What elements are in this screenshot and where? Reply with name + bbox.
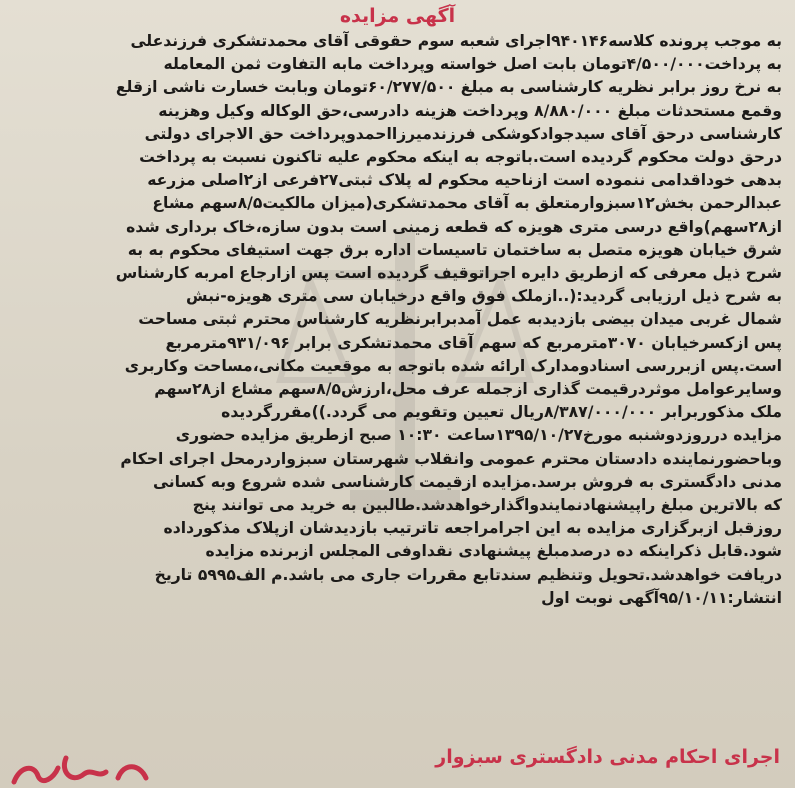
notice-line: است.پس ازبررسی اسنادومدارک ارائه شده باتوجه به موقعیت مکانی،مساحت وکاربری (124, 356, 782, 375)
notice-line: شود.قابل ذکراینکه ده درصدمبلغ پیشنهادی نقداوفی المجلس ازبرنده مزایده (205, 542, 782, 561)
notice-line: وقمع مستحدثات مبلغ ۸/۸۸۰/۰۰۰ وپرداخت هزینه دادرسی،حق الوکاله وکیل وهزینه (158, 101, 782, 120)
notice-line: شمال غربی میدان بیضی بازدیدبه عمل آمدبرابرنظریه کارشناس محترم ثبتی مساحت (138, 310, 782, 329)
notice-body (40, 30, 782, 610)
notice-line: درحق دولت محکوم گردیده است.باتوجه به اینکه محکوم علیه تاکنون نسبت به پرداخت (139, 148, 782, 167)
notice-line: شرح ذیل معرفی که ازطریق دایره اجراتوقیف گردیده است پس ازارجاع امربه کارشناس (115, 264, 782, 283)
notice-line: بدهی خوداقدامی ننموده است ازناحیه محکوم له پلاک ثبتی۲۷فرعی از۲اصلی مزرعه (147, 171, 782, 190)
notice-line: انتشار:۹۵/۱۰/۱۱آگهی نوبت اول (541, 588, 782, 607)
notice-line: عبدالرحمن بخش۱۲سبزوارمتعلق به آقای محمدتشکری(میزان مالکیت۸/۵سهم مشاع (152, 194, 782, 213)
red-scribble-icon (0, 748, 160, 788)
notice-title: آگهی مزایده (339, 5, 456, 27)
notice-line: وباحضورنماینده دادستان محترم عمومی وانقلاب شهرستان سبزواردرمحل اجرای احکام (120, 449, 782, 468)
notice-signature: اجرای احکام مدنی دادگستری سبزوار (435, 746, 780, 768)
notice-line: که بالاترین مبلغ راپیشنهادنمایندواگذارخواهدشد.طالبین به خرید می توانند پنج (192, 496, 782, 515)
notice-line: پس ازکسرخیابان ۳۰۷۰مترمربع که سهم آقای محمدتشکری برابر ۹۳۱/۰۹۶مترمربع (165, 333, 782, 352)
notice-line: به شرح ذیل ارزیابی گردید:(..ازملک فوق واقع درخیابان سی متری هویزه-نبش (186, 287, 782, 306)
notice-line: از۲۸سهم)واقع درسی متری هویزه که قطعه زمینی است بدون سازه،خاک برداری شده (126, 217, 782, 236)
notice-line: به نرخ روز برابر نظریه کارشناسی به مبلغ ۶۰/۲۷۷/۵۰۰تومان وبابت خسارت ناشی ازقلع (115, 78, 782, 97)
notice-line: دریافت خواهدشد.تحویل وتنظیم سندتابع مقررات جاری می باشد.م الف۵۹۹۵ تاریخ (154, 565, 782, 584)
notice-line: روزقبل ازبرگزاری مزایده به این اجرامراجعه تاترتیب بازدیدشان ازپلاک مذکورداده (163, 519, 782, 538)
notice-line: کارشناسی درحق آقای سیدجوادکوشکی فرزندمیرزااحمدوپرداخت حق الاجرای دولتی (144, 124, 782, 143)
notice-line: مزایده درروزدوشنبه مورخ۱۳۹۵/۱۰/۲۷ساعت ۱۰:۳۰ صبح ازطریق مزایده حضوری (175, 426, 782, 445)
notice-line: ملک مذکوربرابر ۸/۳۸۷/۰۰۰/۰۰۰ریال تعیین وتقویم می گردد.))مقررگردیده (221, 403, 782, 422)
notice-line: وسایرعوامل موثردرقیمت گذاری ازجمله عرف محل،ارزش۸/۵سهم مشاع از۲۸سهم (154, 380, 782, 399)
notice-line: به موجب پرونده کلاسه۹۴۰۱۴۶اجرای شعبه سوم حقوقی آقای محمدتشکری فرزندعلی (130, 32, 782, 50)
notice-line: به پرداخت۴/۵۰۰/۰۰۰تومان بابت اصل خواسته وپرداخت مابه التفاوت ثمن المعامله (163, 55, 782, 74)
notice-line: شرق خیابان هویزه متصل به ساختمان تاسیسات اداره برق جهت استیفای محکوم به به (127, 240, 782, 259)
notice-line: مدنی دادگستری به فروش برسد.مزایده ازقیمت کارشناسی شده شروع وبه کسانی (152, 472, 782, 491)
